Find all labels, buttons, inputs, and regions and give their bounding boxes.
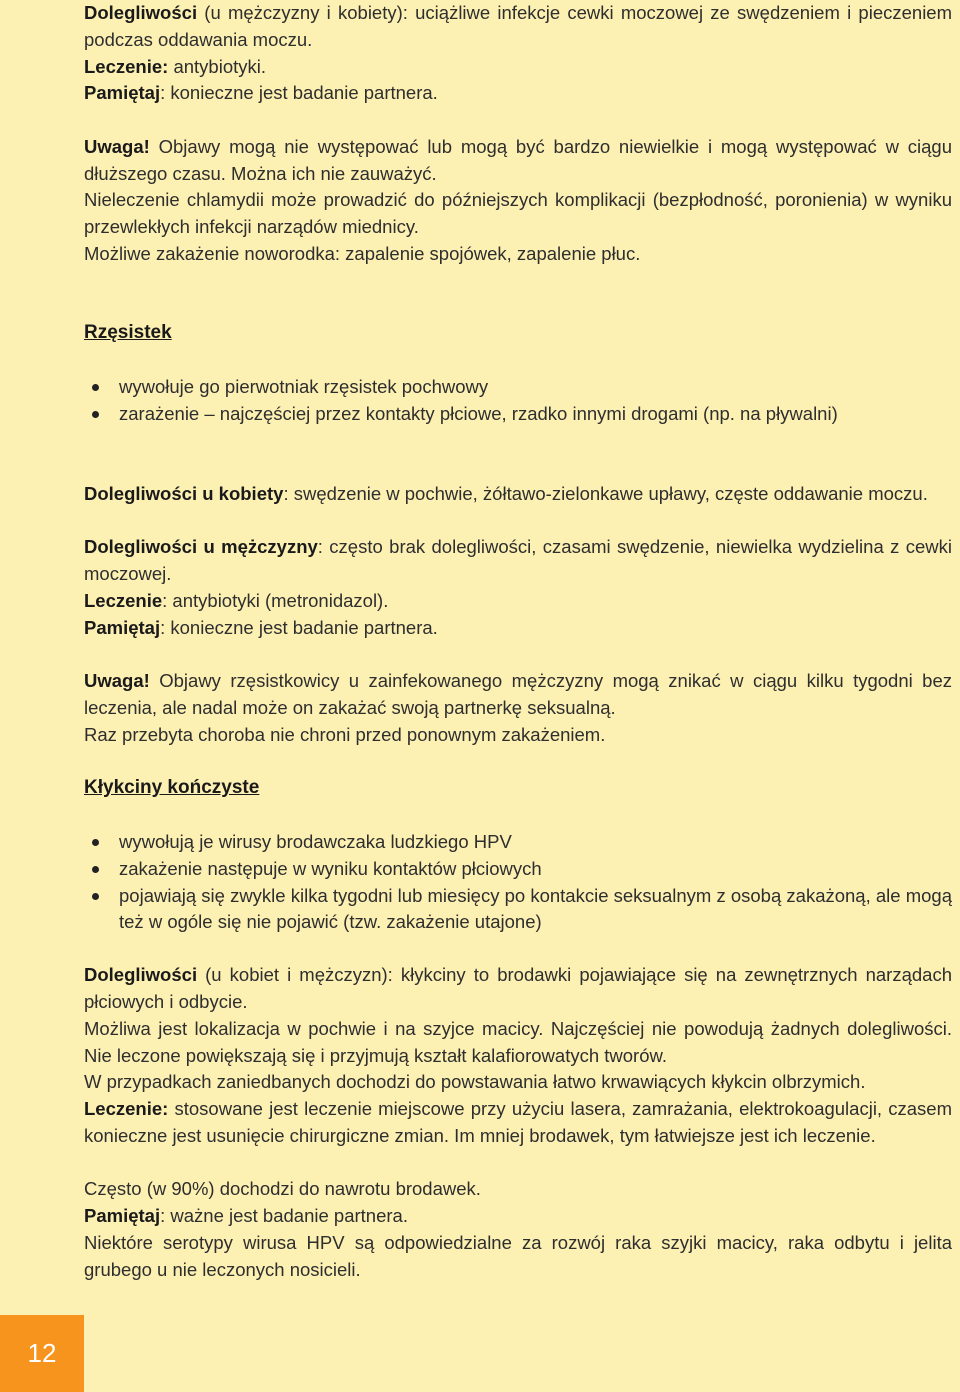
paragraph-remember: Pamiętaj: ważne jest badanie partnera. bbox=[84, 1205, 408, 1226]
paragraph-symptoms: Dolegliwości (u mężczyzny i kobiety): uciążliwe infekcje cewki moczowej ze swędzeniem i pieczeniem podczas oddawania moczu. bbox=[84, 2, 952, 50]
paragraph-neglected: W przypadkach zaniedbanych dochodzi do powstawania łatwo krwawiących kłykcin olbrzymich. bbox=[84, 1071, 866, 1092]
heading-trichomonas: Rzęsistek bbox=[84, 322, 172, 343]
paragraph-no-immunity: Raz przebyta choroba nie chroni przed ponownym zakażeniem. bbox=[84, 724, 606, 745]
bullet-icon bbox=[92, 866, 99, 873]
paragraph-location: Możliwa jest lokalizacja w pochwie i na szyjce macicy. Najczęściej nie powodują żadnych dolegliwości. Nie leczone powiększają się i przyjmują kształt kalafiorowatych tworów. bbox=[84, 1018, 952, 1066]
paragraph-remember: Pamiętaj: konieczne jest badanie partnera. bbox=[84, 82, 438, 103]
paragraph-recurrence: Często (w 90%) dochodzi do nawrotu brodawek. bbox=[84, 1178, 481, 1199]
paragraph-treatment: Leczenie: antybiotyki. bbox=[84, 56, 266, 77]
heading-genital-warts: Kłykciny kończyste bbox=[84, 777, 260, 798]
paragraph-newborn: Możliwe zakażenie noworodka: zapalenie spojówek, zapalenie płuc. bbox=[84, 243, 641, 264]
trichomonas-bullet-list bbox=[84, 374, 952, 428]
page-number: 12 bbox=[0, 1315, 84, 1392]
paragraph-hpv-cancer: Niektóre serotypy wirusa HPV są odpowiedzialne za rozwój raka szyjki macicy, raka odbytu i jelita grubego u nie leczonych nosicieli. bbox=[84, 1232, 952, 1280]
list-item: wywołują je wirusy brodawczaka ludzkiego HPV bbox=[84, 829, 952, 856]
paragraph-complications: Nieleczenie chlamydii może prowadzić do późniejszych komplikacji (bezpłodność, poronienia) w wyniku przewlekłych infekcji narządów miednicy. bbox=[84, 189, 952, 237]
bullet-icon bbox=[92, 411, 99, 418]
bullet-icon bbox=[92, 839, 99, 846]
list-item: zakażenie następuje w wyniku kontaktów płciowych bbox=[84, 856, 952, 883]
paragraph-warning: Uwaga! Objawy mogą nie występować lub mogą być bardzo niewielkie i mogą występować w ciągu dłuższego czasu. Można ich nie zauważyć. bbox=[84, 136, 952, 184]
paragraph-treatment: Leczenie: stosowane jest leczenie miejscowe przy użyciu lasera, zamrażania, elektrokoagulacji, czasem konieczne jest usunięcie chirurgiczne zmian. Im mniej brodawek, tym łatwiejsze jest ich leczenie. bbox=[84, 1098, 952, 1146]
warts-bullet-list bbox=[84, 829, 952, 936]
paragraph-treatment: Leczenie: antybiotyki (metronidazol). bbox=[84, 590, 389, 611]
list-item: wywołuje go pierwotniak rzęsistek pochwowy bbox=[84, 374, 952, 401]
paragraph-symptoms-women: Dolegliwości u kobiety: swędzenie w pochwie, żółtawo-zielonkawe upławy, częste oddawanie moczu. bbox=[84, 483, 928, 504]
paragraph-symptoms: Dolegliwości (u kobiet i mężczyzn): kłykciny to brodawki pojawiające się na zewnętrznych narządach płciowych i odbycie. bbox=[84, 964, 952, 1012]
paragraph-symptoms-men: Dolegliwości u mężczyzny: często brak dolegliwości, czasami swędzenie, niewielka wydzielina z cewki moczowej. bbox=[84, 536, 952, 584]
list-item: pojawiają się zwykle kilka tygodni lub miesięcy po kontakcie seksualnym z osobą zakażoną, ale mogą też w ogóle się nie pojawić (tzw. zakażenie utajone) bbox=[84, 883, 952, 937]
paragraph-warning: Uwaga! Objawy rzęsistkowicy u zainfekowanego mężczyzny mogą znikać w ciągu kilku tygodni bez leczenia, ale nadal może on zakażać swoją partnerkę seksualną. bbox=[84, 670, 952, 718]
list-item: zarażenie – najczęściej przez kontakty płciowe, rzadko innymi drogami (np. na pływalni) bbox=[84, 401, 952, 428]
paragraph-remember: Pamiętaj: konieczne jest badanie partnera. bbox=[84, 617, 438, 638]
bullet-icon bbox=[92, 893, 99, 900]
bullet-icon bbox=[92, 384, 99, 391]
